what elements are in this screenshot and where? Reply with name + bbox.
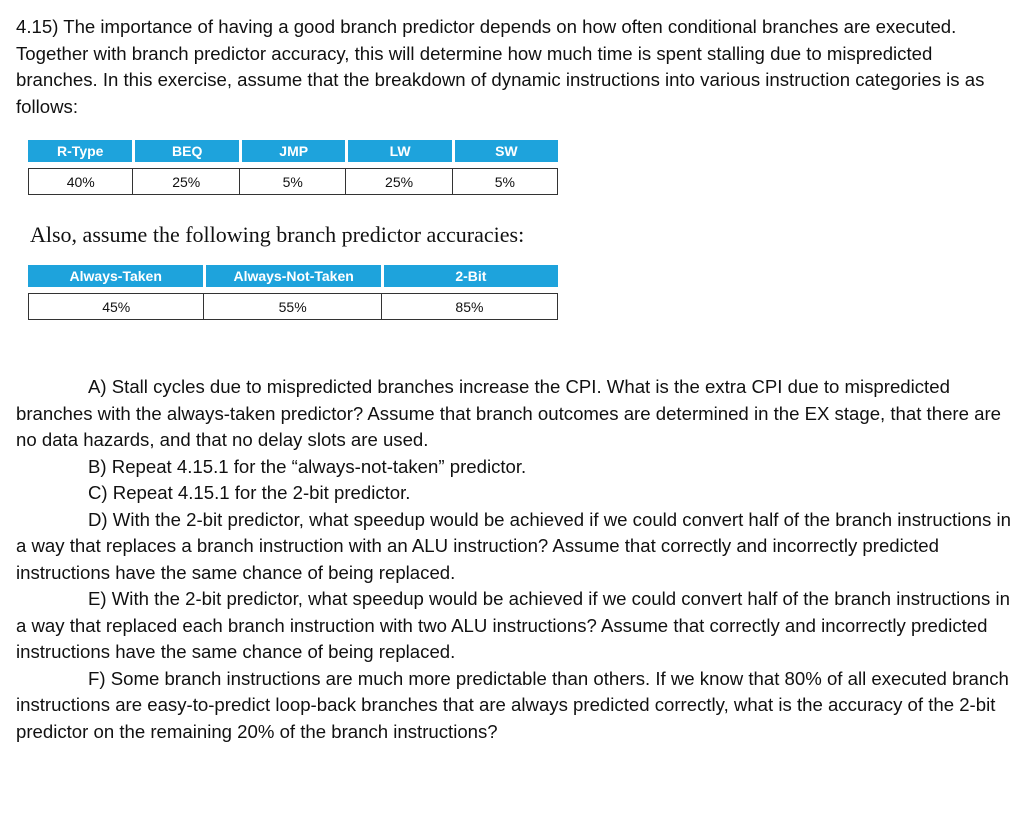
table-row <box>28 293 558 320</box>
table-header-row <box>28 140 558 162</box>
question-f: F) Some branch instructions are much more predictable than others. If we know that 80% of all executed branch instructions are easy-to-predict loop-back branches that are always predicted correctly, what is the accuracy of the 2-bit predictor on the remaining 20% of the branch instructions? <box>16 667 1009 742</box>
table-row <box>28 168 558 195</box>
value-always-taken: 45% <box>28 293 203 320</box>
predictor-accuracy-table <box>28 265 558 320</box>
instruction-breakdown-table <box>28 140 558 195</box>
value-2-bit: 85% <box>381 293 558 320</box>
header-r-type: R-Type <box>28 140 132 162</box>
question-b: B) Repeat 4.15.1 for the “always-not-taken” predictor. <box>88 455 527 477</box>
value-r-type: 40% <box>28 168 132 195</box>
header-lw: LW <box>345 140 451 162</box>
header-jmp: JMP <box>239 140 345 162</box>
question-e: E) With the 2-bit predictor, what speedup would be achieved if we could convert half of the branch instructions in a way that replaced each branch instruction with two ALU instructions? Assume that correctly and incorrectly predicted instructions have the same chance of being replaced. <box>16 588 1010 662</box>
question-c: C) Repeat 4.15.1 for the 2-bit predictor. <box>88 482 411 503</box>
value-sw: 5% <box>452 168 558 195</box>
question-a: A) Stall cycles due to mispredicted branches increase the CPI. What is the extra CPI due to mispredicted branches with the always-taken predictor? Assume that branch outcomes are determined in the EX stage, that there are no data hazards, and that no delay slots are used. <box>16 376 1001 450</box>
table-header-row <box>28 265 558 287</box>
value-lw: 25% <box>345 168 451 195</box>
header-beq: BEQ <box>132 140 238 162</box>
value-always-not-taken: 55% <box>203 293 380 320</box>
value-beq: 25% <box>132 168 238 195</box>
header-2-bit: 2-Bit <box>381 265 558 287</box>
intro-paragraph: 4.15) The importance of having a good branch predictor depends on how often conditional branches are executed. Together with branch predictor accuracy, this will determine how much time is spent stalling due to mispredicted branches. In this exercise, assume that the breakdown of dynamic instructions into various instruction categories is as follows: <box>16 16 985 117</box>
question-d: D) With the 2-bit predictor, what speedup would be achieved if we could convert half of the branch instructions in a way that replaces a branch instruction with an ALU instruction? Assume that correctly and incorrectly predicted instructions have the same chance of being replaced. <box>16 508 1011 583</box>
predictor-intro-text: Also, assume the following branch predictor accuracies: <box>30 222 525 247</box>
header-sw: SW <box>452 140 558 162</box>
value-jmp: 5% <box>239 168 345 195</box>
header-always-not-taken: Always-Not-Taken <box>203 265 380 287</box>
header-always-taken: Always-Taken <box>28 265 203 287</box>
questions-list <box>16 374 1011 745</box>
